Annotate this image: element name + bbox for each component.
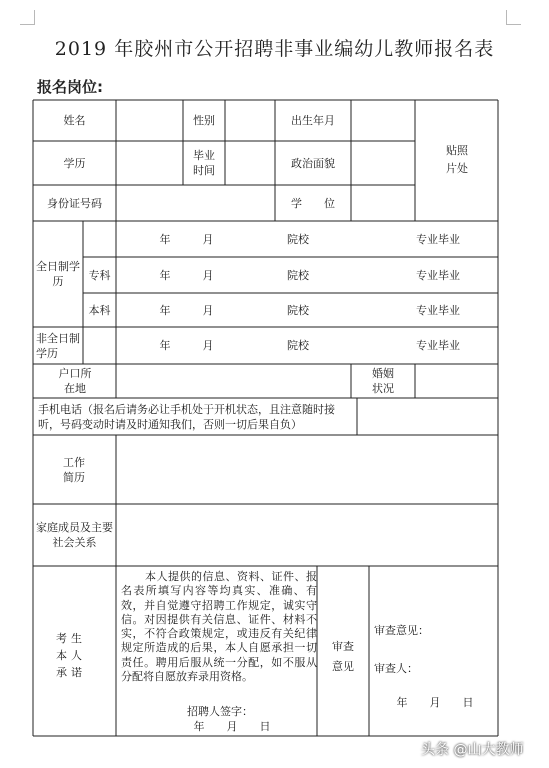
year-label: 年 — [159, 303, 171, 317]
degree-field[interactable] — [351, 185, 415, 221]
fulltime-education-label: 全日制学历 — [36, 260, 80, 288]
school-label: 院校 — [287, 339, 309, 352]
gender-label: 性别 — [193, 114, 215, 127]
pledge-text: 本人提供的信息、资料、证件、报名表所填写内容等均真实、准确、有效，并自觉遵守招聘工作规定，诚实守信。对因提供有关信息、证件、材料不实，不符合政策规定，或违反有关纪律规定所造成的后果，本人自愿承担一切责任。聘用后服从统一分配，如不服从分配将自愿放弃录用资格。 — [121, 570, 317, 684]
page-title: 2019 年胶州市公开招聘非事业编幼儿教师报名表 — [54, 38, 495, 60]
school-label: 院校 — [287, 268, 309, 282]
name-field[interactable] — [116, 100, 183, 141]
month-label: 月 — [202, 268, 214, 282]
politics-label: 政治面貌 — [291, 156, 335, 170]
parttime-education-label: 非全日制学历 — [36, 331, 80, 360]
signature-label[interactable]: 招聘人签字： — [187, 704, 253, 718]
marriage-label: 婚姻状况 — [372, 367, 394, 395]
school-label: 院校 — [287, 232, 309, 246]
phone-field[interactable] — [357, 398, 498, 435]
junior-college-label: 专科 — [88, 268, 111, 282]
month-label: 月 — [202, 232, 214, 246]
position-label: 报名岗位: — [37, 78, 103, 96]
year-label: 年 — [159, 268, 171, 282]
signature-date: 年 月 日 — [193, 720, 271, 733]
hukou-label: 户口所在地 — [58, 367, 92, 395]
hukou-field[interactable] — [116, 364, 351, 398]
education-field[interactable] — [116, 141, 183, 185]
grad-time-field[interactable] — [225, 141, 275, 185]
work-history-field[interactable] — [116, 435, 498, 504]
name-label: 姓名 — [63, 114, 86, 127]
watermark: 头条 @山大教师 — [421, 742, 524, 758]
marriage-field[interactable] — [415, 364, 498, 398]
grad-time-label: 毕业时间 — [193, 149, 215, 177]
politics-field[interactable] — [351, 141, 415, 185]
id-field[interactable] — [116, 185, 275, 221]
phone-label: 手机电话（报名后请务必让手机处于开机状态，且注意随时接听，号码变动时请及时通知我们，否则一切后果自负） — [38, 402, 335, 431]
education-label: 学历 — [63, 156, 86, 170]
reviewer-label[interactable]: 审查人： — [374, 661, 418, 675]
id-label: 身份证号码 — [47, 196, 102, 210]
photo-label[interactable]: 贴照片处 — [446, 144, 468, 175]
major-label: 专业毕业 — [416, 339, 460, 352]
degree-label: 学 位 — [291, 196, 335, 210]
school-label: 院校 — [287, 303, 309, 317]
review-label: 审查意见 — [332, 640, 354, 673]
review-opinion-label[interactable]: 审查意见： — [374, 623, 429, 637]
birth-label: 出生年月 — [291, 114, 335, 127]
major-label: 专业毕业 — [416, 303, 460, 317]
month-label: 月 — [202, 303, 214, 317]
year-label: 年 — [159, 232, 171, 246]
major-label: 专业毕业 — [416, 232, 460, 246]
major-label: 专业毕业 — [416, 268, 460, 282]
month-label: 月 — [202, 339, 214, 352]
pledge-label: 考生本人承诺 — [56, 631, 86, 679]
review-date: 年 月 日 — [396, 695, 474, 709]
bachelor-label: 本科 — [88, 303, 111, 317]
family-label: 家庭成员及主要社会关系 — [36, 521, 113, 549]
year-label: 年 — [159, 339, 171, 352]
gender-field[interactable] — [225, 100, 275, 141]
family-field[interactable] — [116, 504, 498, 566]
birth-field[interactable] — [351, 100, 415, 141]
work-history-label: 工作简历 — [63, 455, 85, 484]
